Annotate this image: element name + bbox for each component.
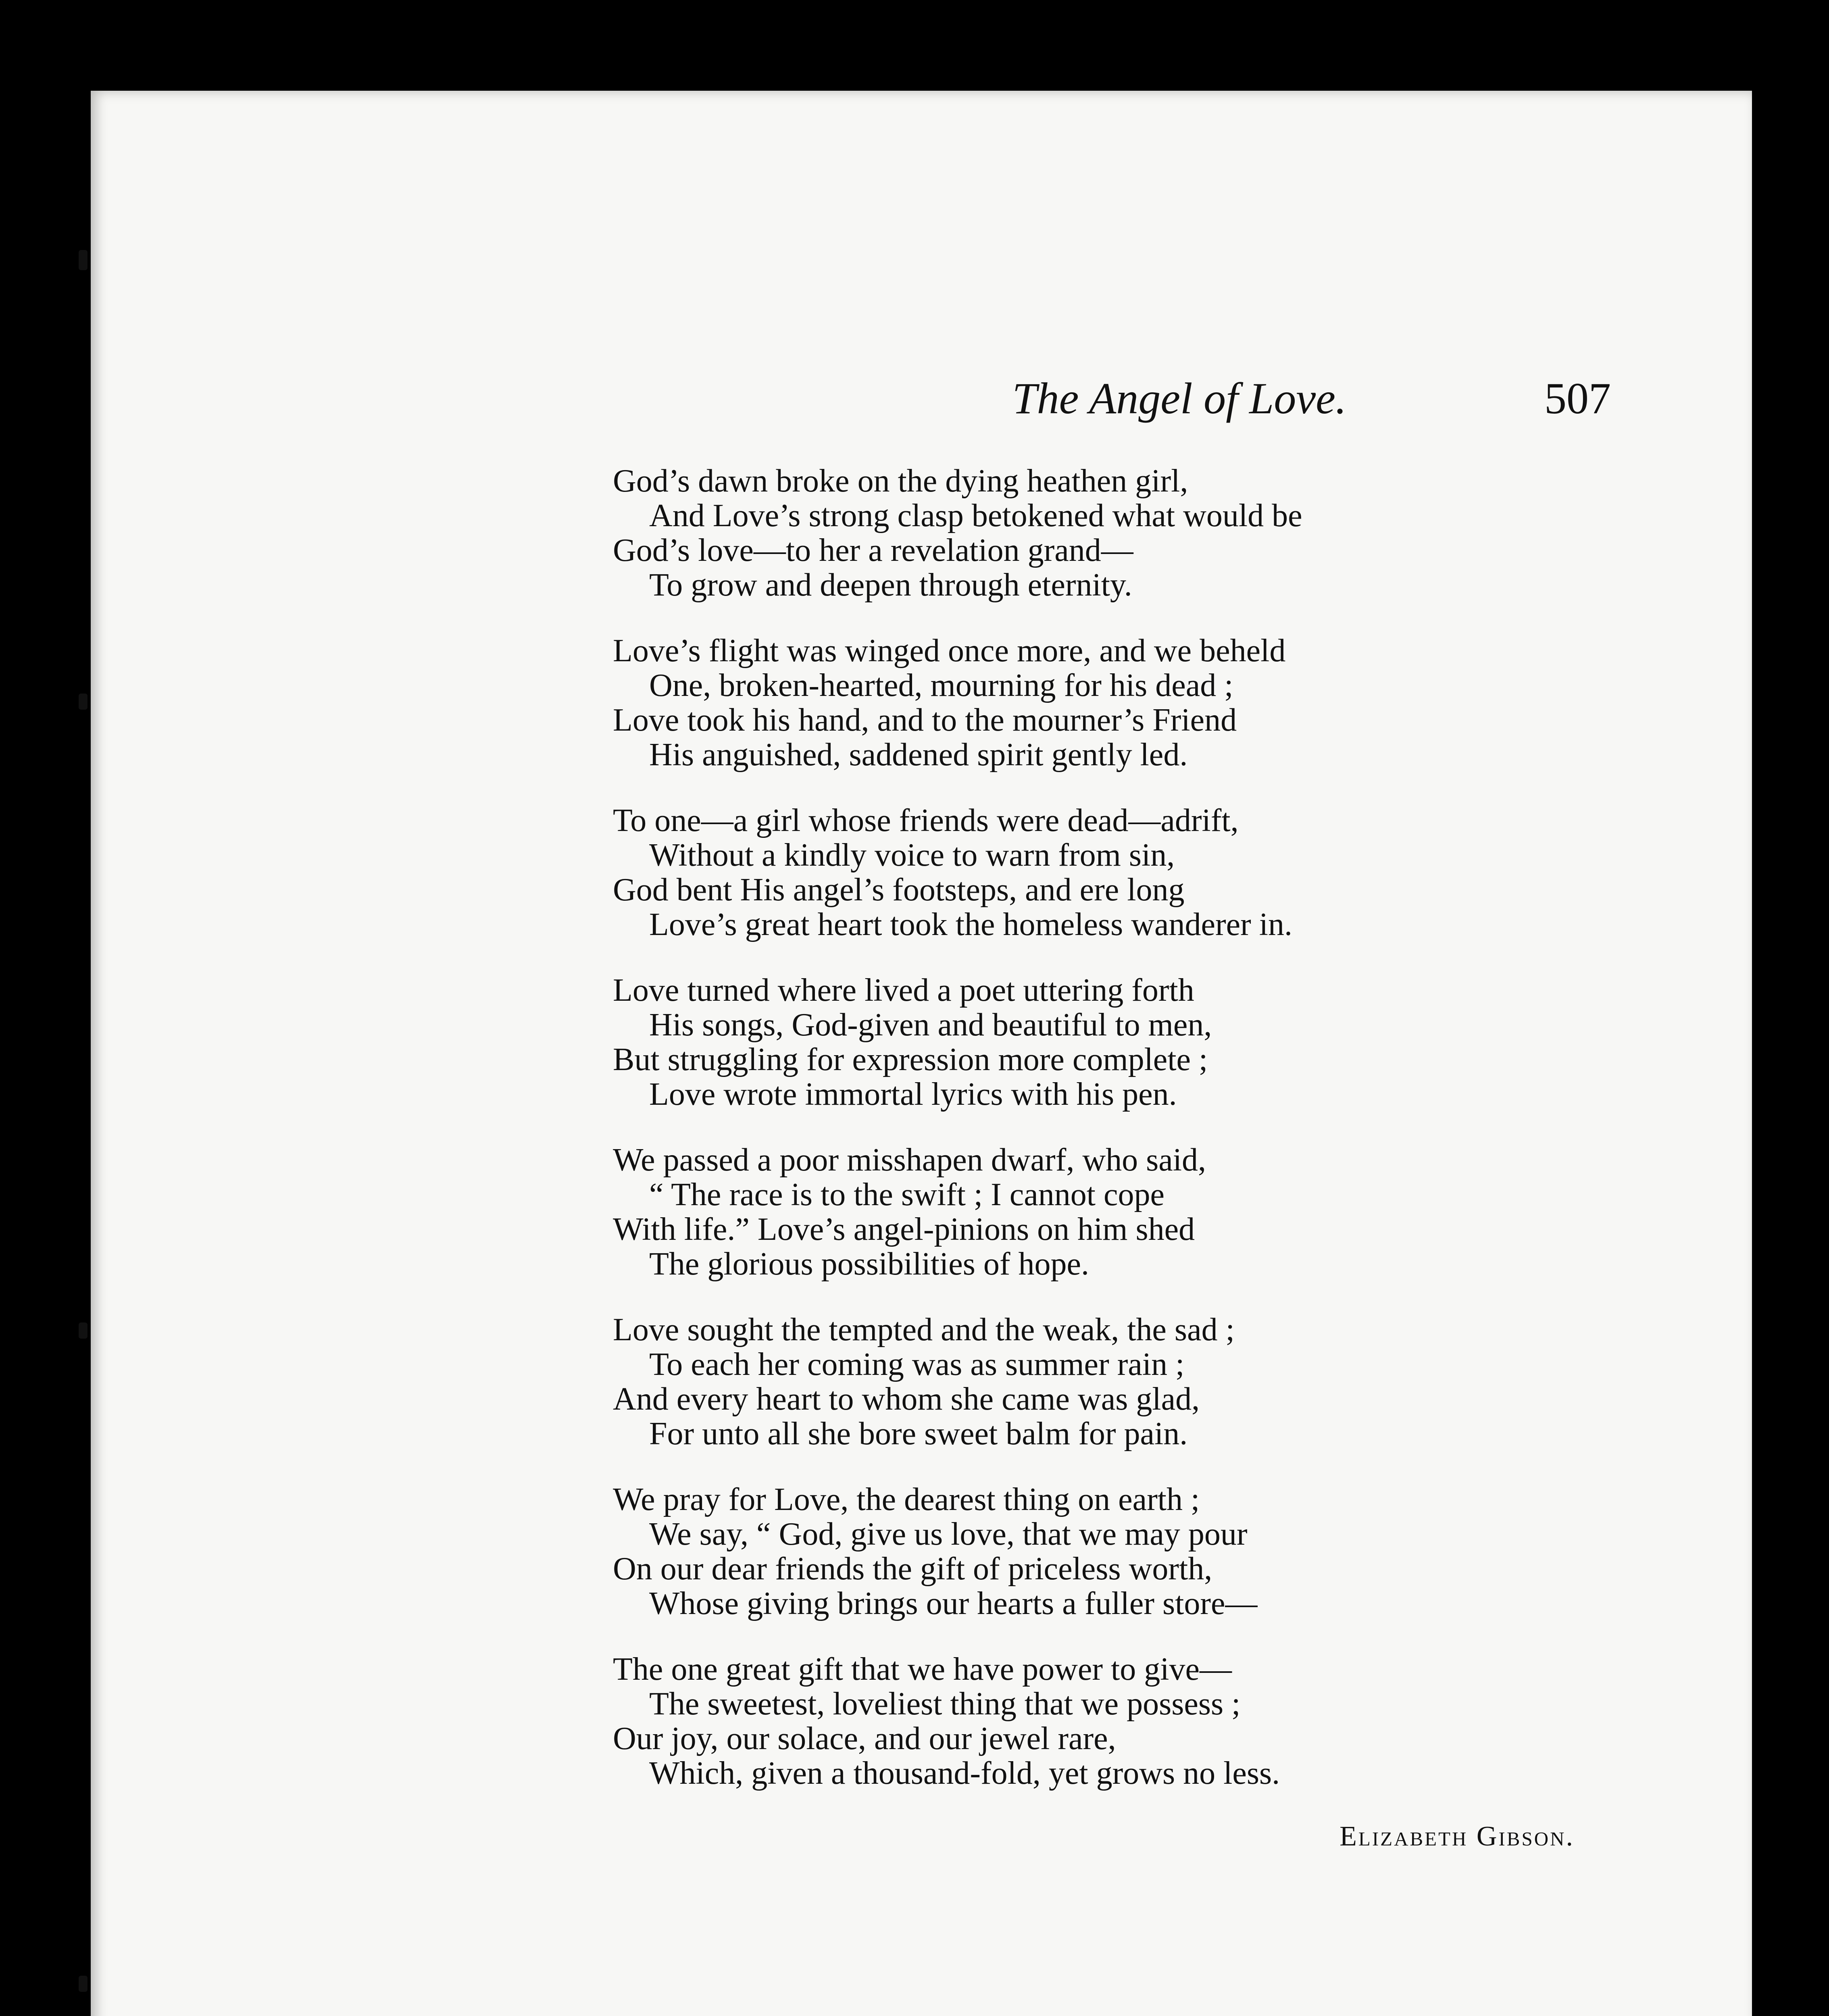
poem-line: For unto all she bore sweet balm for pain.	[649, 1416, 1188, 1452]
poem-line: Which, given a thousand-fold, yet grows no less.	[649, 1756, 1280, 1791]
poem-line: To one—a girl whose friends were dead—adrift,	[613, 803, 1239, 838]
poem-line: On our dear friends the gift of priceless worth,	[613, 1551, 1212, 1587]
poem-line: With life.” Love’s angel-pinions on him shed	[613, 1212, 1195, 1247]
binding-mark	[79, 250, 87, 270]
poem-line: Our joy, our solace, and our jewel rare,	[613, 1721, 1116, 1756]
poem-line: And every heart to whom she came was glad,	[613, 1381, 1200, 1417]
stanza	[613, 1143, 1661, 1281]
poem-line: We passed a poor misshapen dwarf, who said,	[613, 1142, 1206, 1178]
poem-line: The one great gift that we have power to give—	[613, 1652, 1232, 1687]
poem-line: But struggling for expression more complete ;	[613, 1042, 1208, 1077]
stanza	[613, 633, 1661, 772]
poem-line: His songs, God-given and beautiful to men,	[649, 1007, 1212, 1043]
stanza	[613, 1652, 1661, 1791]
stanza	[613, 973, 1661, 1112]
poem-line: We pray for Love, the dearest thing on earth ;	[613, 1482, 1200, 1517]
poem-line: Without a kindly voice to warn from sin,	[649, 837, 1175, 873]
stanza	[613, 803, 1661, 942]
poem-line: Love’s great heart took the homeless wanderer in.	[649, 907, 1292, 942]
binding-mark	[79, 1976, 87, 1992]
poem-line: God bent His angel’s footsteps, and ere long	[613, 872, 1185, 908]
stanza	[613, 464, 1661, 602]
poem	[613, 464, 1661, 1822]
stanza	[613, 1312, 1661, 1451]
poem-line: God’s love—to her a revelation grand—	[613, 533, 1133, 568]
poem-line: “ The race is to the swift ; I cannot cope	[649, 1177, 1165, 1212]
poem-line: To each her coming was as summer rain ;	[649, 1347, 1185, 1382]
poem-line: Love’s flight was winged once more, and we beheld	[613, 633, 1286, 669]
book-page	[91, 91, 1752, 2016]
stanza	[613, 1482, 1661, 1621]
poem-line: Love turned where lived a poet uttering forth	[613, 973, 1194, 1008]
binding-mark	[79, 1322, 87, 1339]
poem-line: His anguished, saddened spirit gently led.	[649, 737, 1188, 773]
poem-line: And Love’s strong clasp betokened what would be	[649, 498, 1302, 533]
author-signature: Elizabeth Gibson.	[1339, 1821, 1575, 1852]
poem-line: The glorious possibilities of hope.	[649, 1246, 1089, 1282]
poem-line: God’s dawn broke on the dying heathen girl,	[613, 463, 1188, 499]
running-title: The Angel of Love.	[1012, 374, 1347, 423]
poem-line: To grow and deepen through eternity.	[649, 567, 1132, 603]
poem-line: Love wrote immortal lyrics with his pen.	[649, 1077, 1177, 1112]
poem-line: Love took his hand, and to the mourner’s Friend	[613, 702, 1237, 738]
poem-line: The sweetest, loveliest thing that we possess ;	[649, 1686, 1241, 1722]
poem-line: Whose giving brings our hearts a fuller store—	[649, 1586, 1258, 1621]
poem-line: We say, “ God, give us love, that we may pour	[649, 1516, 1248, 1552]
page-number: 507	[1544, 374, 1611, 423]
binding-mark	[79, 694, 87, 710]
poem-line: One, broken-hearted, mourning for his dead ;	[649, 668, 1233, 703]
poem-line: Love sought the tempted and the weak, the sad ;	[613, 1312, 1235, 1347]
